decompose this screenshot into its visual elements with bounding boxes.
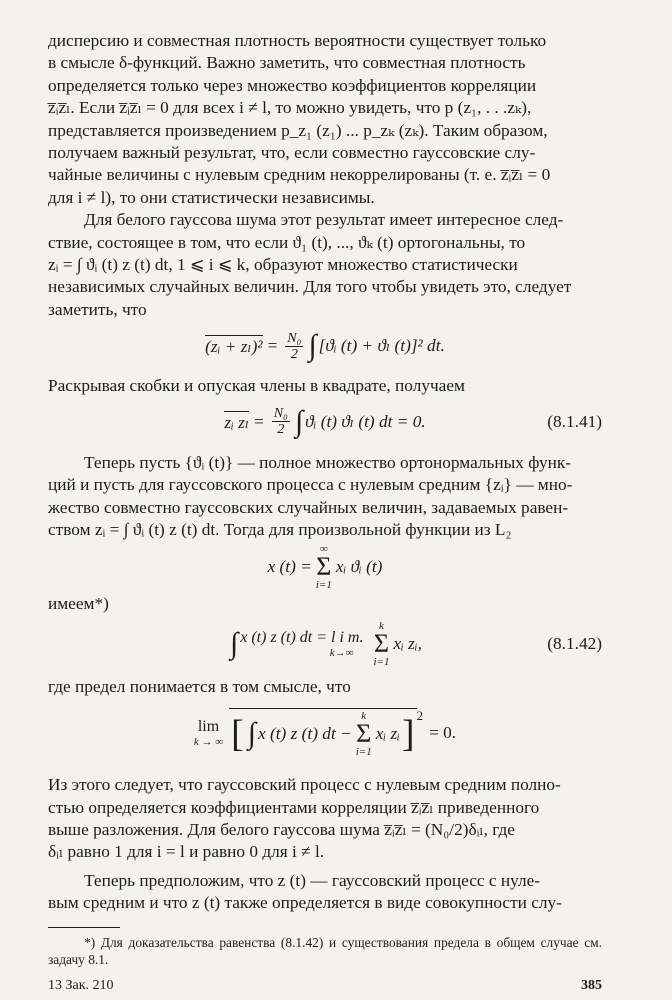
eq5-sum-bot: i=1 <box>355 746 372 759</box>
text-line: Для белого гауссова шума этот результат имеет интересное след- <box>84 210 564 230</box>
signature-mark: 13 Зак. 210 <box>48 977 114 993</box>
paragraph-7 <box>48 774 602 864</box>
eq1-lhs: (zᵢ + zₗ)² <box>205 337 263 357</box>
eq5-bracket-group <box>229 708 416 758</box>
footnote-divider <box>48 927 120 928</box>
eq2-frac-den: 2 <box>277 422 285 438</box>
eq4-sum-top: k <box>379 619 384 632</box>
text-line: жество совместно гауссовских случайных величин, задаваемых равен- <box>48 497 569 517</box>
eq4-sum-bot: i=1 <box>373 655 390 668</box>
equation-4 <box>48 616 602 672</box>
text-line: представляется произведением p_z₁ (z₁) ... p_zₖ (zₖ). Таким образом, <box>48 120 548 140</box>
page-number: 385 <box>581 977 602 993</box>
integral-sign: ∫ <box>230 626 239 660</box>
eq5-rhs: = 0. <box>429 723 457 743</box>
equation-3 <box>48 541 602 593</box>
footnote: *) Для доказательства равенства (8.1.42) и существования предела в общем случае см. задачу 8.1. <box>48 934 602 967</box>
integral-sign: ∫ <box>294 404 304 438</box>
text-line: определяется только через множество коэффициентов корреляции <box>48 75 537 95</box>
equation-2 <box>48 398 602 446</box>
eq2-rhs: ϑᵢ (t) ϑₗ (t) dt = 0. <box>305 411 426 431</box>
page <box>48 30 602 994</box>
text-line: zᵢ = ∫ ϑᵢ (t) z (t) dt, 1 ⩽ i ⩽ k, образуют множество статистически <box>48 255 518 275</box>
text-line: стью определяется коэффициентами корреляции z̅ᵢz̅ₗ приведенного <box>48 797 540 817</box>
text-line: независимых случайных величин. Для того чтобы увидеть это, следует <box>48 277 572 297</box>
eq3-lhs: x (t) = <box>267 557 312 577</box>
eq2-fraction <box>272 406 290 437</box>
text-line: ством zᵢ = ∫ ϑᵢ (t) z (t) dt. Тогда для произвольной функции из L₂ <box>48 519 512 539</box>
eq3-sum-bot: i=1 <box>315 579 332 592</box>
eq5-power: 2 <box>416 708 424 724</box>
eq5-lim-block <box>194 718 223 748</box>
sum-sign: Σ <box>356 719 372 749</box>
text-line: ствие, состоящее в том, что если ϑ₁ (t), ..., ϑₖ (t) ортогональны, то <box>48 232 526 252</box>
left-bracket: [ <box>231 713 244 756</box>
eq4-rhs: xᵢ zᵢ, <box>393 633 422 653</box>
text-line: Из этого следует, что гауссовский процесс с нулевым средним полно- <box>48 775 561 795</box>
equation-5 <box>48 698 602 768</box>
text-line: ций и пусть для гауссовского процесса с нулевым средним {zᵢ} — мно- <box>48 475 573 495</box>
eq1-frac-den: 2 <box>290 346 298 362</box>
text-line: для i ≠ l), то они статистически независимы. <box>48 187 375 207</box>
text-line: выше разложения. Для белого гауссова шума z̅ᵢz̅ₗ = (N₀/2)δᵢₗ, где <box>48 819 515 839</box>
text-line: Теперь предположим, что z (t) — гауссовский процесс с нуле- <box>84 870 541 890</box>
text-line: z̅ᵢz̅ₗ. Если z̅ᵢz̅ₗ = 0 для всех i ≠ l, то можно увидеть, что p (z₁, . . .zₖ), <box>48 98 532 118</box>
paragraph-1 <box>48 30 602 209</box>
eq5-inner-lhs: x (t) z (t) dt − <box>258 724 352 744</box>
paragraph-8 <box>48 870 602 915</box>
paragraph-4 <box>48 452 602 542</box>
sum-sign: Σ <box>373 628 390 658</box>
text-line: получаем важный результат, что, если совместно гауссовские слу- <box>48 143 536 163</box>
eq1-equals: = <box>266 336 279 356</box>
text-line: δᵢₗ равно 1 для i = l и равно 0 для i ≠ l. <box>48 842 325 862</box>
eq1-frac-num: N₀ <box>287 330 302 346</box>
eq4-lim-block <box>240 629 363 659</box>
text-line: чайные величины с нулевым средним некоррелированы (т. е. z̅ᵢz̅ₗ = 0 <box>48 165 551 185</box>
equation-1 <box>48 321 602 371</box>
integral-sign: ∫ <box>247 717 256 751</box>
eq4-sum <box>373 620 389 668</box>
eq5-sum-top: k <box>361 710 367 723</box>
eq4-number: (8.1.42) <box>547 633 602 653</box>
integral-sign: ∫ <box>308 329 317 363</box>
eq2-frac-num: N₀ <box>273 406 288 422</box>
eq5-lim-sub: k → ∞ <box>193 736 224 749</box>
text-line: вым средним и что z (t) также определяется в виде совокупности слу- <box>48 893 562 913</box>
text-line: где предел понимается в том смысле, что <box>48 676 351 696</box>
eq1-rhs: [ϑᵢ (t) + ϑₗ (t)]² dt. <box>318 336 445 356</box>
text-line: Теперь пусть {ϑᵢ (t)} — полное множество ортонормальных функ- <box>84 452 572 472</box>
eq3-sum <box>316 543 332 591</box>
eq1-fraction <box>285 331 303 362</box>
eq2-lhs: zᵢ zₗ <box>224 412 250 432</box>
sum-sign: Σ <box>316 552 332 582</box>
eq2-equals: = <box>253 411 265 431</box>
eq3-sum-top: ∞ <box>319 543 328 556</box>
text-line: дисперсию и совместная плотность вероятности существует только <box>48 31 547 50</box>
eq5-inner-rhs: xᵢ zᵢ <box>375 724 400 744</box>
eq5-lim: lim <box>197 718 220 736</box>
text-line: заметить, что <box>48 299 147 319</box>
paragraph-2 <box>48 209 602 321</box>
eq2-number: (8.1.41) <box>547 411 602 431</box>
eq3-rhs: xᵢ ϑᵢ (t) <box>335 557 383 577</box>
eq4-lim-sub: k→∞ <box>329 646 354 659</box>
page-footer <box>48 978 602 994</box>
text-line: в смысле δ-функций. Важно заметить, что совместная плотность <box>48 53 526 73</box>
eq4-lhs: x (t) z (t) dt = l i m. <box>240 628 364 646</box>
right-bracket: ] <box>401 713 415 756</box>
text-line: Раскрывая скобки и опуская члены в квадрате, получаем <box>48 376 465 396</box>
eq5-sum <box>356 710 372 758</box>
text-line: имеем*) <box>48 594 109 614</box>
